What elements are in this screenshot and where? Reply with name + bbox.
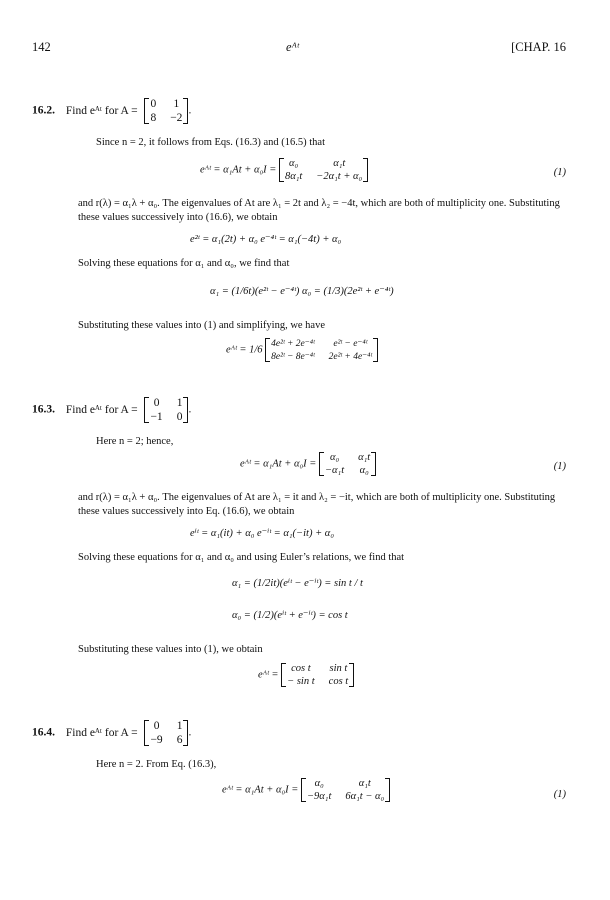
problem-16-4-heading: 16.4. Find eᴬᵗ for A = 0 1 −9 6 .: [32, 720, 192, 746]
equation-number: (1): [553, 167, 566, 178]
equation-2: eⁱᵗ = α₁(it) + α₀ e⁻ⁱᵗ = α₁(−it) + α₀: [190, 528, 334, 539]
chapter-label: [CHAP. 16: [511, 40, 566, 54]
problem-matrix: 0 1 −1 0: [144, 397, 188, 423]
text-paragraph: and r(λ) = α₁λ + α₀. The eigenvalues of At are λ₁ = it and λ₂ = −it, which are both of multiplicity one. Substituting these values successively into Eq. (16.6), we obtain: [78, 492, 556, 517]
text-line: Since n = 2, it follows from Eqs. (16.3) and (16.5) that: [96, 137, 326, 148]
text-line: Substituting these values into (1) and simplifying, we have: [78, 320, 326, 331]
problem-prompt: Find eᴬᵗ for A =: [65, 104, 138, 117]
equation-1: eᴬᵗ = α₁At + α₀I = α₀ α₁t 8α₁t −2α₁t + α₀: [200, 158, 368, 182]
equation-number: (1): [553, 461, 566, 472]
running-title: eᴬᵗ: [286, 40, 299, 54]
text-line: Solving these equations for α₁ and α₀, we find that: [78, 258, 290, 269]
text-line: Here n = 2; hence,: [96, 436, 174, 447]
problem-number: 16.2.: [32, 104, 55, 117]
problem-16-2-heading: 16.2. Find eᴬᵗ for A = 0 1 8 −2 .: [32, 98, 192, 124]
problem-matrix: 0 1 8 −2: [144, 98, 188, 124]
equation-1: eᴬᵗ = α₁At + α₀I = α₀ α₁t −α₁t α₀: [240, 452, 376, 476]
page-number: 142: [32, 40, 51, 54]
problem-prompt: Find eᴬᵗ for A =: [65, 403, 138, 416]
equation-3a: α₁ = (1/2it)(eⁱᵗ − e⁻ⁱᵗ) = sin t / t: [232, 578, 363, 589]
equation-3b: α₀ = (1/2)(eⁱᵗ + e⁻ⁱᵗ) = cos t: [232, 610, 348, 621]
text-paragraph: and r(λ) = α₁λ + α₀. The eigenvalues of At are λ₁ = 2t and λ₂ = −4t, which are both of multiplicity one. Substituting these values successively into (16.6), we obtain: [78, 198, 560, 223]
equation-number: (1): [553, 789, 566, 800]
equation-3: α₁ = (1/6t)(e²ᵗ − e⁻⁴ᵗ) α₀ = (1/3)(2e²ᵗ + e⁻⁴ᵗ): [210, 286, 394, 297]
problem-number: 16.4.: [32, 726, 55, 739]
problem-matrix: 0 1 −9 6: [144, 720, 188, 746]
text-line: Substituting these values into (1), we obtain: [78, 644, 263, 655]
problem-number: 16.3.: [32, 403, 55, 416]
equation-1: eᴬᵗ = α₁At + α₀I = α₀ α₁t −9α₁t 6α₁t − α₀: [222, 778, 390, 802]
text-line: Solving these equations for α₁ and α₀ and using Euler’s relations, we find that: [78, 552, 405, 563]
equation-4: eᴬᵗ = 1/6 4e²ᵗ + 2e⁻⁴ᵗ e²ᵗ − e⁻⁴ᵗ 8e²ᵗ − 8e⁻⁴ᵗ 2e²ᵗ + 4e⁻⁴ᵗ: [226, 338, 378, 362]
equation-2: e²ᵗ = α₁(2t) + α₀ e⁻⁴ᵗ = α₁(−4t) + α₀: [190, 234, 342, 245]
problem-16-3-heading: 16.3. Find eᴬᵗ for A = 0 1 −1 0 .: [32, 397, 192, 423]
equation-4: eᴬᵗ = cos t sin t − sin t cos t: [258, 663, 354, 687]
problem-prompt: Find eᴬᵗ for A =: [65, 726, 138, 739]
text-line: Here n = 2. From Eq. (16.3),: [96, 759, 217, 770]
